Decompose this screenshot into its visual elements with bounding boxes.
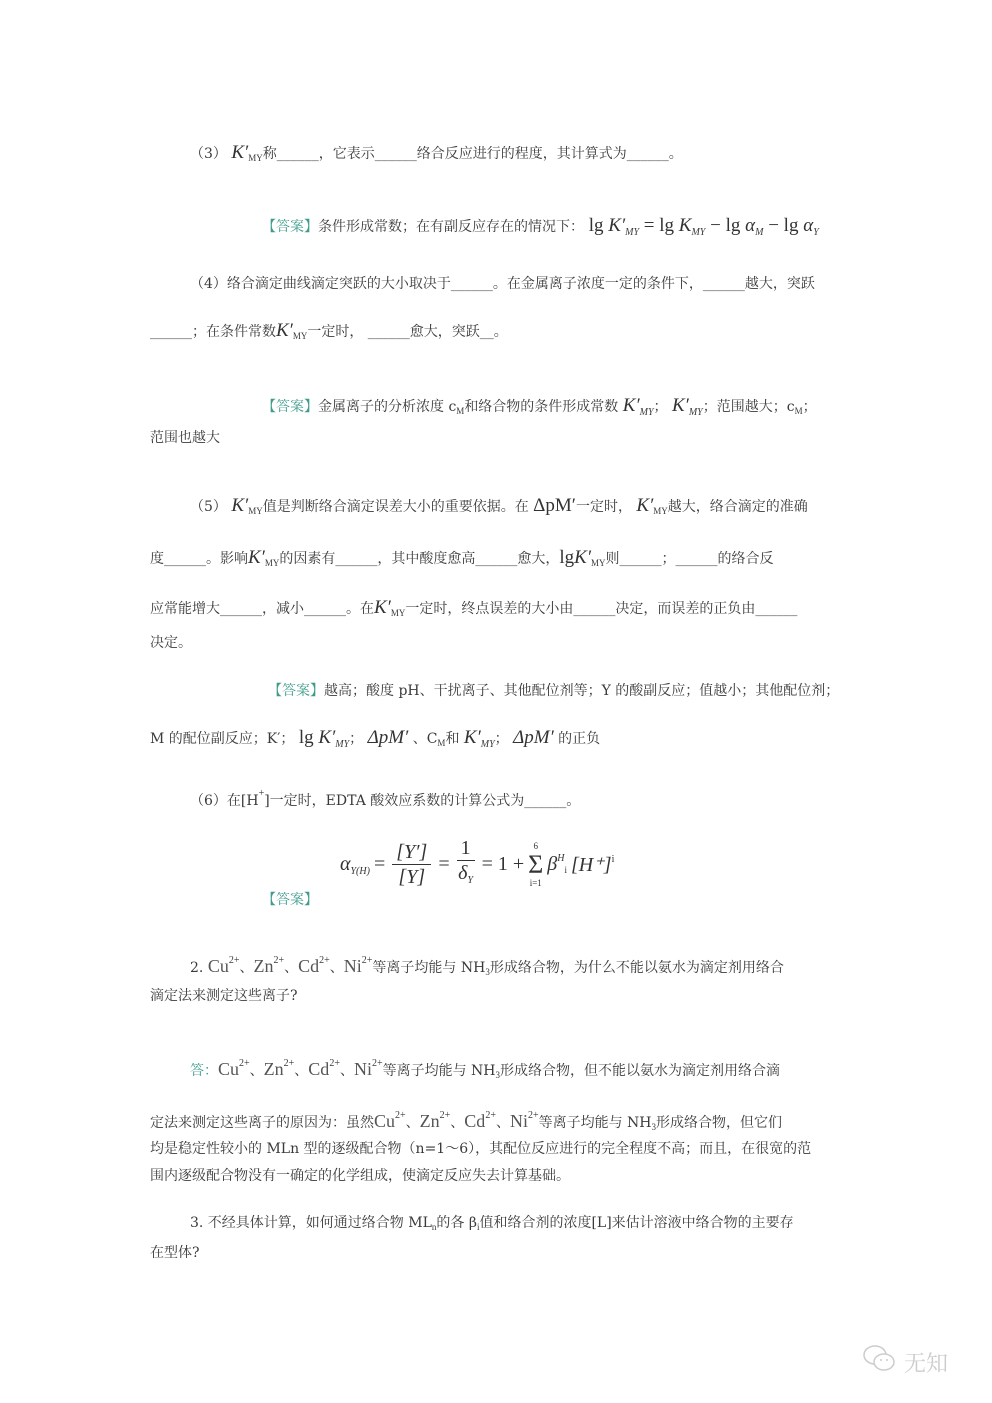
frac1-num: [Y′] [392, 840, 431, 865]
text-line [268, 681, 839, 701]
math-segment: MY [653, 506, 668, 516]
math-segment: Cd [298, 956, 320, 976]
math-segment: i [476, 1222, 480, 1232]
math-segment: M [794, 406, 803, 416]
text-segment: 的因素有______，其中酸度愈高______愈大， [279, 551, 560, 567]
text-segment: M 的配位副反应；K′； [150, 731, 299, 747]
frac2-den-sub: Y [467, 875, 474, 886]
text-segment: 一定时， ______愈大，突跃__。 [307, 324, 508, 340]
text-segment: 称______，它表示______络合反应进行的程度，其计算式为______。 [262, 146, 683, 162]
text-segment: 形成络合物，但不能以氨水为滴定剂用络合滴 [500, 1063, 781, 1079]
text-segment: ； [494, 731, 514, 747]
math-segment: MY [590, 558, 606, 568]
sum-bottom: i=1 [529, 877, 542, 888]
math-segment: n [431, 1222, 437, 1232]
math-segment: 2+ [485, 1110, 496, 1121]
text-segment: 条件形成常数；在有副反应存在的情况下： [318, 219, 584, 235]
math-segment: MY [248, 153, 263, 163]
math-segment: 2+ [329, 1058, 340, 1069]
math-segment: lg [559, 547, 575, 568]
text-line [150, 1139, 811, 1159]
text-segment: 围内逐级配合物没有一确定的化学组成，使滴定反应失去计算基础。 [150, 1168, 570, 1184]
math-segment: Cd [464, 1111, 486, 1131]
text-segment: 范围也越大 [150, 430, 220, 446]
text-segment: （5） [190, 499, 232, 515]
math-segment: K′ [231, 495, 249, 516]
math-segment: lg [298, 727, 319, 748]
formula-one-plus: = 1 + [481, 853, 525, 875]
math-segment: Ni [509, 1111, 528, 1131]
math-segment: 3 [651, 1122, 657, 1132]
text-line [190, 143, 683, 168]
math-segment: ΔpM′ [513, 727, 554, 748]
math-segment: 2+ [361, 955, 373, 966]
text-segment: 、 [239, 960, 254, 976]
text-line [150, 598, 797, 623]
math-segment: MY [639, 407, 654, 418]
text-segment: ______；在条件常数 [150, 324, 276, 340]
text-line [190, 496, 808, 521]
math-segment: ΔpM′ [367, 727, 409, 748]
math-segment: Cd [308, 1059, 330, 1079]
math-segment: K′ [231, 142, 249, 163]
formula-alpha-sub: Y(H) [350, 865, 370, 877]
math-segment: α [803, 215, 814, 236]
frac2-num: 1 [457, 836, 475, 861]
text-segment: 、 [294, 1063, 309, 1079]
math-segment: K′ [636, 495, 654, 516]
text-segment: 2. [190, 960, 208, 976]
formula-alpha: α [340, 852, 351, 875]
math-segment: Ni [343, 956, 362, 976]
text-line [262, 396, 817, 423]
text-line [150, 1243, 200, 1263]
math-segment: 2+ [371, 1058, 383, 1069]
text-segment: 等离子均能与 NH [538, 1115, 652, 1131]
math-segment: lg [584, 215, 609, 236]
text-segment: 的正负 [553, 731, 601, 747]
text-segment: 、 [450, 1115, 465, 1131]
text-segment: 形成络合物，为什么不能以氨水为滴定剂用络合 [489, 960, 784, 976]
math-segment: Cu [374, 1111, 396, 1131]
formula-eq-2: = [438, 853, 450, 875]
text-segment: 度______。影响 [150, 551, 248, 567]
answer-label: 【答案】 [262, 399, 318, 415]
text-segment: 越大，络合滴定的准确 [667, 499, 808, 515]
text-segment: 一定时， [575, 499, 637, 515]
fraction-1 [392, 840, 431, 889]
text-segment: 、 [405, 1115, 420, 1131]
text-line [150, 1166, 570, 1186]
text-segment: 值和络合剂的浓度[L]来估计溶液中络合物的主要存 [479, 1215, 794, 1231]
math-segment: M [456, 406, 465, 416]
text-segment: 、 [339, 1063, 354, 1079]
watermark [862, 1344, 948, 1380]
math-segment: 3 [495, 1070, 501, 1080]
text-line [262, 890, 318, 910]
math-segment: Ni [353, 1059, 372, 1079]
math-segment: Zn [253, 956, 274, 976]
sum-symbol: Σ [528, 849, 544, 879]
summation [528, 841, 543, 889]
math-segment: MY [625, 227, 640, 238]
text-segment: 应常能增大______，减小______。在 [150, 601, 374, 617]
beta-sub: i [564, 865, 568, 875]
math-segment: α [745, 215, 756, 236]
text-segment: 一定时，终点误差的大小由______决定，而误差的正负由______ [405, 601, 798, 617]
math-segment: 2+ [527, 1110, 539, 1121]
text-segment: 、 [495, 1115, 510, 1131]
text-segment: 等离子均能与 NH [382, 1063, 496, 1079]
text-segment: 、 [249, 1063, 264, 1079]
text-segment: 和 [445, 731, 464, 747]
math-segment: 2+ [283, 1058, 295, 1069]
math-segment: 2+ [239, 1058, 250, 1069]
text-segment: 均是稳定性较小的 MLn 型的逐级配合物（n=1～6），其配位反应进行的完全程度不高；而且，在很宽的范 [150, 1141, 812, 1157]
answer-label: 【答案】 [268, 683, 324, 699]
wechat-icon [862, 1344, 898, 1380]
math-segment: Zn [419, 1111, 440, 1131]
text-segment: ； [349, 731, 368, 747]
answer-label: 【答案】 [262, 219, 318, 235]
text-segment: （3） [190, 146, 232, 162]
text-segment: ]一定时，EDTA 酸效应系数的计算公式为______。 [264, 793, 581, 809]
math-segment: K [678, 215, 692, 236]
text-line [150, 728, 600, 755]
math-segment: 3 [485, 967, 490, 977]
math-segment: + [258, 788, 265, 799]
math-segment: MY [264, 558, 280, 568]
text-line [150, 633, 192, 653]
frac1-den: [Y] [398, 866, 426, 888]
text-line [190, 274, 815, 294]
text-line [262, 216, 819, 243]
text-segment: 和络合物的条件形成常数 [464, 399, 623, 415]
math-segment: MY [390, 608, 406, 618]
math-segment: MY [480, 739, 495, 750]
formula-h: [H⁺] [571, 854, 612, 876]
frac2-den: δ [458, 862, 468, 884]
math-segment: Cu [218, 1059, 240, 1079]
text-segment: 则______；______的络合反 [605, 551, 774, 567]
text-segment: （6）在[H [190, 793, 259, 809]
math-segment: K′ [318, 727, 336, 748]
math-segment: = lg [639, 215, 679, 236]
text-line [190, 1213, 794, 1237]
math-segment: 2+ [319, 955, 330, 966]
math-segment: K′ [608, 215, 626, 236]
math-segment: Y [813, 227, 819, 238]
text-line [150, 986, 298, 1006]
text-segment: 决定。 [150, 635, 192, 651]
math-segment: K′ [248, 547, 265, 568]
math-segment: 2+ [273, 955, 285, 966]
fraction-2 [457, 836, 475, 893]
math-segment: MY [688, 407, 703, 418]
text-segment: 、 [284, 960, 299, 976]
text-line [150, 548, 774, 573]
text-line [190, 951, 784, 982]
text-segment: 形成络合物，但它们 [656, 1115, 783, 1131]
formula-eq: = [373, 853, 386, 875]
math-segment: ΔpM′ [533, 495, 576, 516]
text-line [150, 1106, 782, 1137]
math-segment: 2+ [228, 955, 240, 966]
text-line [150, 321, 508, 346]
math-segment: K′ [463, 727, 481, 748]
text-segment: ； [653, 399, 672, 415]
text-segment: 、 [329, 960, 344, 976]
math-segment: M [755, 227, 764, 238]
text-segment: 越高；酸度 pH、干扰离子、其他配位剂等；Y 的酸副反应；值越小；其他配位剂； [324, 683, 840, 699]
math-segment: 2+ [439, 1110, 451, 1121]
edta-formula [340, 836, 614, 893]
text-segment: ； [802, 399, 817, 415]
h-sup: i [611, 854, 615, 865]
math-segment: MY [691, 227, 706, 238]
text-segment: 金属离子的分析浓度 c [318, 399, 457, 415]
beta-sup: H [557, 853, 565, 864]
sum-top: 6 [533, 840, 538, 851]
math-segment: K′ [374, 597, 391, 618]
math-segment: K′ [276, 320, 293, 341]
text-segment: 滴定法来测定这些离子? [150, 988, 298, 1004]
math-segment: K′ [574, 547, 591, 568]
text-line [190, 784, 580, 811]
math-segment: 2+ [395, 1110, 406, 1121]
math-segment: MY [248, 506, 263, 516]
math-segment: Cu [207, 956, 229, 976]
text-line [190, 1054, 780, 1085]
math-segment: Zn [263, 1059, 284, 1079]
text-segment: 3. 不经具体计算，如何通过络合物 ML [190, 1215, 432, 1231]
math-segment: MY [292, 331, 308, 341]
math-segment: MY [335, 739, 350, 750]
formula-beta: β [547, 853, 558, 875]
text-line [150, 428, 220, 448]
answer-label: 答： [190, 1063, 218, 1079]
math-segment: M [437, 738, 446, 748]
text-segment: 在型体? [150, 1245, 200, 1261]
text-segment: 定法来测定这些离子的原因为：虽然 [150, 1115, 374, 1131]
math-segment: K′ [622, 395, 640, 416]
text-segment: 等离子均能与 NH [372, 960, 486, 976]
math-segment: K′ [671, 395, 689, 416]
math-segment: − lg [705, 215, 746, 236]
text-segment: 、C [408, 731, 438, 747]
math-segment: − lg [763, 215, 804, 236]
text-segment: ；范围越大；c [702, 399, 795, 415]
text-segment: （4）络合滴定曲线滴定突跃的大小取决于______。在金属离子浓度一定的条件下，______越大，突跃 [190, 276, 815, 292]
text-segment: 值是判断络合滴定误差大小的重要依据。在 [262, 499, 534, 515]
watermark-text: 无知 [904, 1351, 949, 1377]
answer-label: 【答案】 [262, 892, 318, 908]
text-segment: 的各 β [436, 1215, 477, 1231]
